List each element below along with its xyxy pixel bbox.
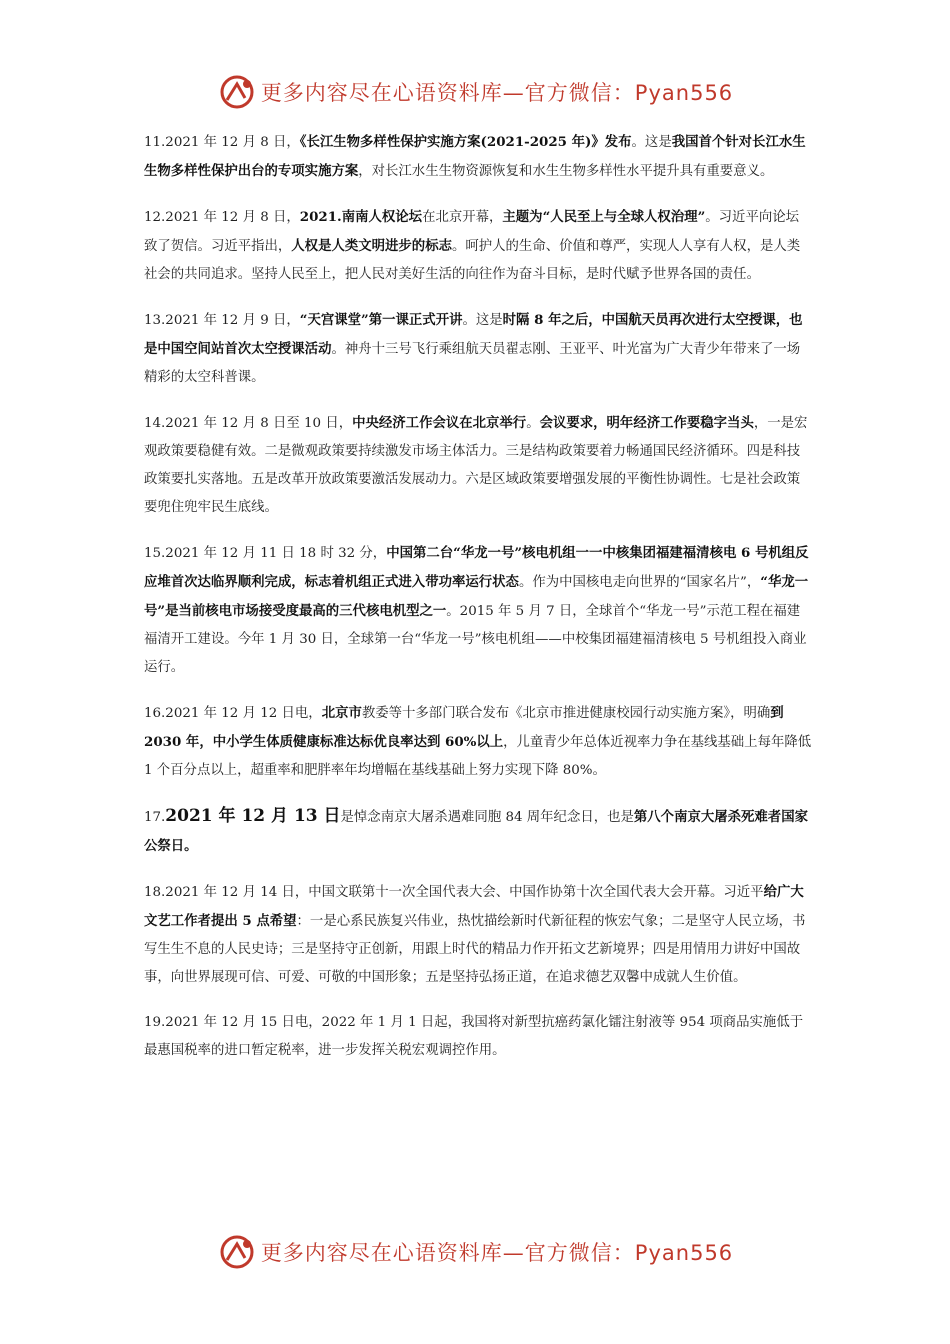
text: 17. (144, 810, 166, 825)
text: 。 (526, 416, 540, 431)
bold-text: 会议要求，明年经济工作要稳字当头 (539, 415, 754, 431)
text: 。习近平向论坛致了贺信。习近平指出， (144, 210, 800, 254)
brand-logo-icon (217, 72, 257, 112)
text: ，对长江水生生物资源恢复和水生生物多样性水平提升具有重要意义。 (358, 164, 774, 179)
text: 。作为中国核电走向世界的“国家名片”， (518, 575, 761, 590)
news-item (144, 409, 812, 522)
bold-text: 第八个南京大屠杀死难者国家公祭日。 (144, 809, 808, 854)
bold-text: 时隔 8 年之后，中国航天员再次进行太空授课，也是中国空间站首次太空授课活动 (144, 312, 803, 357)
text: 13.2021 年 12 月 9 日， (144, 313, 300, 328)
bold-text: 2021 年 12 月 13 日 (165, 806, 341, 826)
news-item (144, 306, 812, 392)
text: ：一是心系民族复兴伟业，热忱描绘新时代新征程的恢宏气象；二是坚守人民立场，书写生生不息的人民史诗；三是坚持守正创新，用跟上时代的精品力作开拓文艺新境界；四是用情用力讲好中国故事，向世界展现可信、可爱、可敬的中国形象；五是坚持弘扬正道，在追求德艺双馨中成就人生价值。 (144, 914, 806, 985)
bold-text: 人权是人类文明进步的标志 (291, 238, 452, 254)
text: 12.2021 年 12 月 8 日， (144, 210, 300, 225)
document-body (144, 128, 812, 1082)
news-item (144, 1009, 812, 1065)
text: 18.2021 年 12 月 14 日，中国文联第十一次全国代表大会、中国作协第十次全国代表大会开幕。习近平 (144, 885, 764, 900)
bold-text: 《长江生物多样性保护实施方案(2021-2025 年)》发布 (299, 134, 632, 150)
text: 在北京开幕， (422, 210, 503, 225)
bold-text: 中央经济工作会议在北京举行 (352, 415, 527, 431)
text: 。这是 (462, 313, 503, 328)
text: 。这是 (631, 135, 672, 150)
bold-text: 中国第二台“华龙一号”核电机组一一中核集团福建福清核电 6 号机组反应堆首次达临界顺利完成，标志着机组正式进入带功率运行状态 (144, 545, 809, 590)
news-item (144, 878, 812, 992)
text: 是悼念南京大屠杀遇难同胞 84 周年纪念日，也是 (340, 810, 634, 825)
bold-text: “天宫课堂”第一课正式开讲 (299, 312, 463, 328)
text: 11.2021 年 12 月 8 日， (144, 135, 300, 150)
news-item (144, 802, 812, 861)
text: 14.2021 年 12 月 8 日至 10 日， (144, 416, 353, 431)
text: 。呵护人的生命、价值和尊严，实现人人享有人权，是人类社会的共同追求。坚持人民至上，把人民对美好生活的向往作为奋斗目标，是时代赋予世界各国的责任。 (144, 239, 801, 282)
text: ，一是宏观政策要稳健有效。二是微观政策要持续激发市场主体活力。三是结构政策要着力畅通国民经济循环。四是科技政策要扎实落地。五是改革开放政策要激活发展动力。六是区域政策要增强发展的平衡性协调性。七是社会政策要兜住兜牢民生底线。 (144, 416, 808, 515)
banner-text: 更多内容尽在心语资料库—官方微信：Pyan556 (260, 1241, 734, 1265)
news-item (144, 128, 812, 186)
news-item (144, 699, 812, 785)
news-item (144, 203, 812, 289)
bold-text: 到 2030 年，中小学生体质健康标准达标优良率达到 60%以上 (144, 705, 784, 750)
bold-text: 我国首个针对长江水生生物多样性保护出台的专项实施方案 (144, 134, 806, 179)
text: 19.2021 年 12 月 15 日电，2022 年 1 月 1 日起，我国将对新型抗癌药氯化镭注射液等 954 项商品实施低于最惠国税率的进口暂定税率，进一步发挥关税宏观调控作用。 (144, 1015, 804, 1058)
news-item (144, 539, 812, 682)
text: 16.2021 年 12 月 12 日电， (144, 706, 322, 721)
banner-text: 更多内容尽在心语资料库—官方微信：Pyan556 (260, 81, 734, 105)
footer-banner (0, 1230, 950, 1274)
text: ，儿童青少年总体近视率力争在基线基础上每年降低 1 个百分点以上，超重率和肥胖率年均增幅在基线基础上努力实现下降 80%。 (144, 735, 812, 778)
bold-text: 给广大文艺工作者提出 5 点希望 (144, 884, 804, 929)
brand-logo-icon (217, 1232, 257, 1272)
bold-text: “华龙一号”是当前核电市场接受度最高的三代核电机型之一 (144, 574, 809, 619)
text: 15.2021 年 12 月 11 日 18 时 32 分， (144, 546, 387, 561)
text: 。2015 年 5 月 7 日，全球首个“华龙一号”示范工程在福建福清开工建设。今年 1 月 30 日，全球第一台“华龙一号”核电机组——中校集团福建福清核电 5 号机组投入商业运行。 (144, 604, 807, 675)
text: 。神舟十三号飞行乘组航天员翟志刚、王亚平、叶光富为广大青少年带来了一场精彩的太空科普课。 (144, 342, 801, 385)
bold-text: 主题为“人民至上与全球人权治理” (502, 209, 706, 225)
header-banner (0, 70, 950, 114)
bold-text: 2021.南南人权论坛 (299, 209, 423, 225)
text: 教委等十多部门联合发布《北京市推进健康校园行动实施方案》，明确 (361, 706, 771, 721)
bold-text: 北京市 (321, 705, 362, 721)
